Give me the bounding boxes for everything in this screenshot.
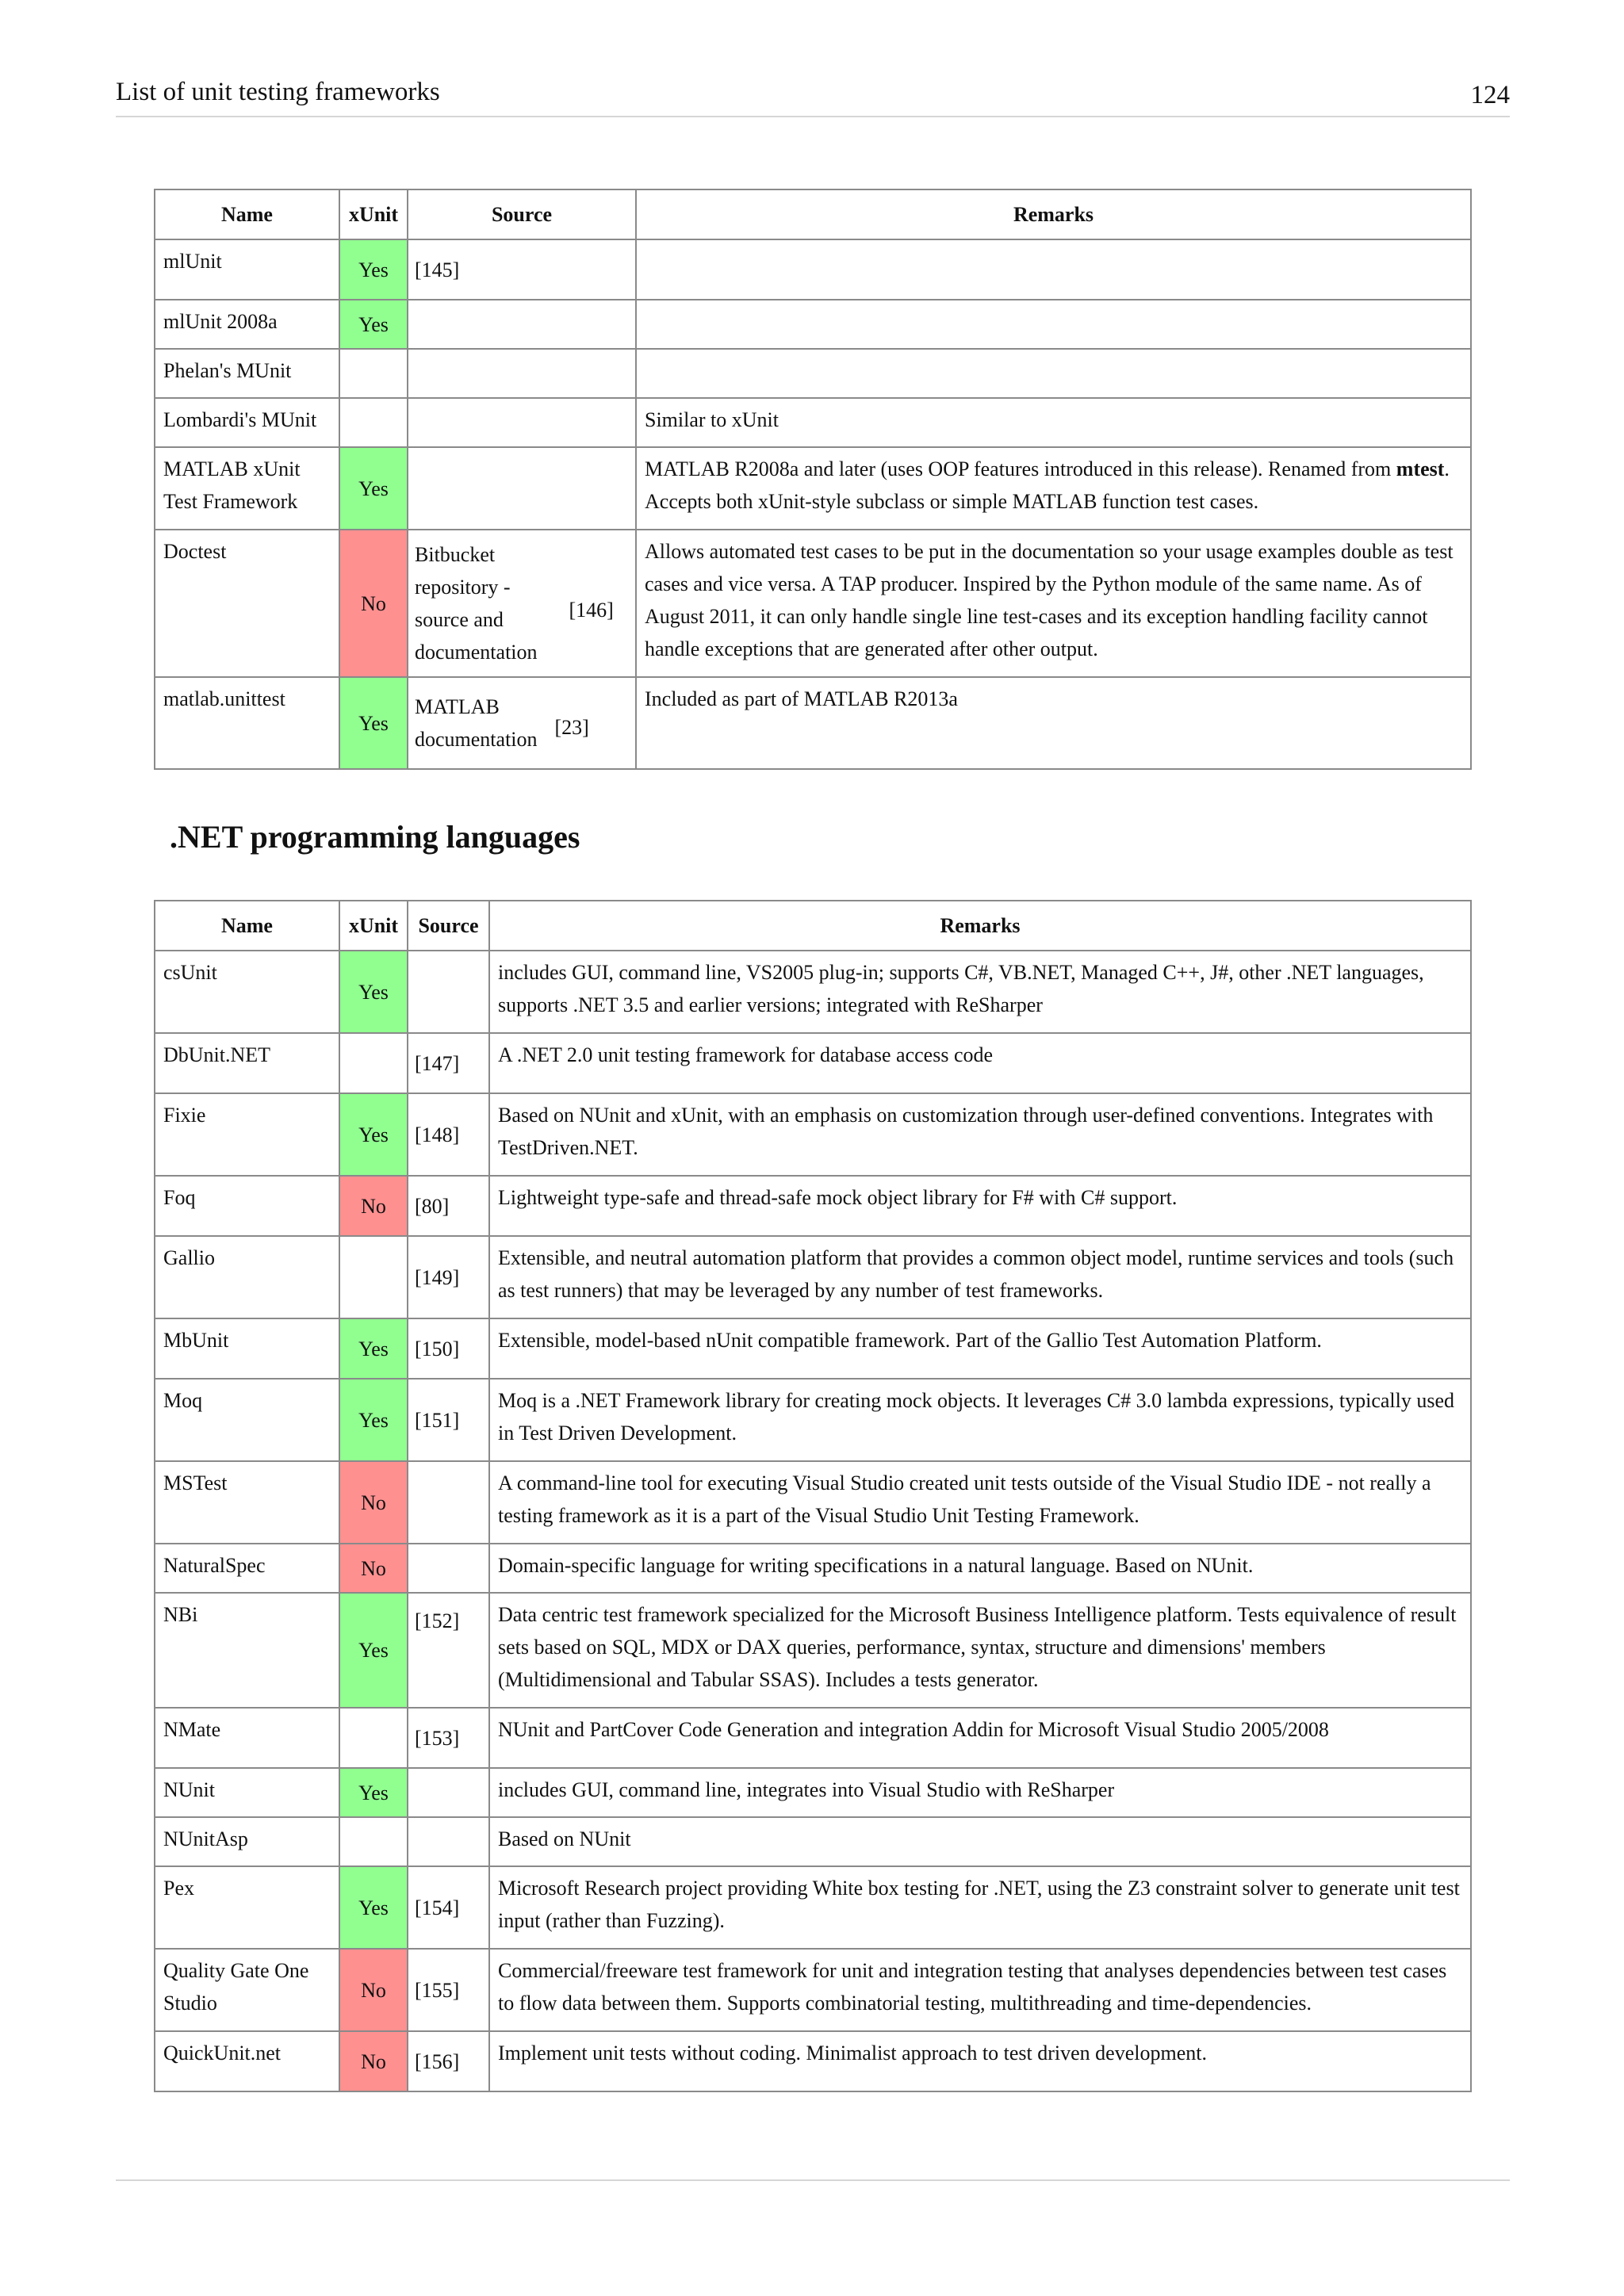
table-row <box>155 1949 1471 2031</box>
column-header-remarks: Remarks <box>489 901 1471 951</box>
citation-link[interactable] <box>408 1544 489 1593</box>
xunit-status: Yes <box>339 1768 408 1817</box>
remarks-bold-term: mtest <box>1396 457 1445 480</box>
remarks-cell: Implement unit tests without coding. Minimalist approach to test driven development. <box>489 2031 1471 2091</box>
source-cell <box>408 447 636 530</box>
citation-link[interactable]: [151] <box>408 1379 489 1461</box>
framework-name: MbUnit <box>155 1318 339 1379</box>
remarks-cell <box>636 239 1471 300</box>
table-header-row <box>155 901 1471 951</box>
framework-name: NaturalSpec <box>155 1544 339 1593</box>
citation-link[interactable]: [23] <box>554 716 589 739</box>
framework-name: QuickUnit.net <box>155 2031 339 2091</box>
table-row <box>155 677 1471 769</box>
framework-name: Doctest <box>155 530 339 677</box>
citation-link[interactable]: [156] <box>408 2031 489 2091</box>
remarks-cell: Extensible, and neutral automation platform that provides a common object model, runtime services and tools (such as test runners) that may be leveraged by any number of test frameworks. <box>489 1236 1471 1318</box>
table-row <box>155 1817 1471 1866</box>
remarks-cell: A command-line tool for executing Visual Studio created unit tests outside of the Visual Studio IDE - not really a testing framework as it is a part of the Visual Studio Unit Testing Framework. <box>489 1461 1471 1544</box>
xunit-status: Yes <box>339 951 408 1033</box>
remarks-cell: Lightweight type-safe and thread-safe mock object library for F# with C# support. <box>489 1176 1471 1236</box>
framework-name: DbUnit.NET <box>155 1033 339 1093</box>
framework-name: csUnit <box>155 951 339 1033</box>
remarks-cell <box>636 349 1471 398</box>
remarks-cell: Moq is a .NET Framework library for creating mock objects. It leverages C# 3.0 lambda expressions, typically used in Test Driven Development. <box>489 1379 1471 1461</box>
citation-link[interactable] <box>408 951 489 1033</box>
table-row <box>155 530 1471 677</box>
table-header-row <box>155 189 1471 239</box>
page-footer-rule <box>116 2179 1510 2181</box>
column-header-source: Source <box>408 901 489 951</box>
framework-name: Quality Gate One Studio <box>155 1949 339 2031</box>
xunit-status: Yes <box>339 300 408 349</box>
remarks-cell: includes GUI, command line, integrates into Visual Studio with ReSharper <box>489 1768 1471 1817</box>
citation-link[interactable]: [145] <box>415 258 460 281</box>
xunit-status: Yes <box>339 1379 408 1461</box>
remarks-cell: Domain-specific language for writing specifications in a natural language. Based on NUnit. <box>489 1544 1471 1593</box>
remarks-cell: Similar to xUnit <box>636 398 1471 447</box>
source-link[interactable]: Bitbucket repository - source and documentation <box>415 543 538 664</box>
xunit-status: No <box>339 1461 408 1544</box>
remarks-cell <box>636 447 1471 530</box>
xunit-status <box>339 1817 408 1866</box>
citation-link[interactable]: [153] <box>408 1708 489 1768</box>
page-header <box>116 76 1510 117</box>
xunit-status: No <box>339 530 408 677</box>
xunit-status: No <box>339 1949 408 2031</box>
remarks-cell: NUnit and PartCover Code Generation and integration Addin for Microsoft Visual Studio 2005/2008 <box>489 1708 1471 1768</box>
remarks-cell: Included as part of MATLAB R2013a <box>636 677 1471 769</box>
xunit-status: Yes <box>339 1593 408 1708</box>
xunit-status <box>339 1033 408 1093</box>
xunit-status: No <box>339 1176 408 1236</box>
xunit-status: Yes <box>339 447 408 530</box>
remarks-cell: A .NET 2.0 unit testing framework for database access code <box>489 1033 1471 1093</box>
framework-name: Moq <box>155 1379 339 1461</box>
citation-link[interactable] <box>408 1461 489 1544</box>
citation-link[interactable]: [146] <box>569 599 614 622</box>
table-row <box>155 1544 1471 1593</box>
source-cell <box>408 300 636 349</box>
citation-link[interactable]: [152] <box>408 1593 489 1708</box>
table-row <box>155 1708 1471 1768</box>
table-row <box>155 349 1471 398</box>
table-row <box>155 2031 1471 2091</box>
column-header-source: Source <box>408 189 636 239</box>
framework-name: NMate <box>155 1708 339 1768</box>
matlab-frameworks-table <box>154 189 1472 770</box>
table-row <box>155 1866 1471 1949</box>
framework-name: NUnit <box>155 1768 339 1817</box>
table-row <box>155 1461 1471 1544</box>
source-link[interactable]: MATLAB documentation <box>415 695 538 751</box>
xunit-status <box>339 1236 408 1318</box>
table-row <box>155 300 1471 349</box>
xunit-status <box>339 398 408 447</box>
xunit-status: No <box>339 2031 408 2091</box>
xunit-status <box>339 1708 408 1768</box>
table-row <box>155 1593 1471 1708</box>
framework-name: Lombardi's MUnit <box>155 398 339 447</box>
citation-link[interactable]: [149] <box>408 1236 489 1318</box>
table-row <box>155 951 1471 1033</box>
table-row <box>155 1768 1471 1817</box>
table-row <box>155 239 1471 300</box>
remarks-cell: Based on NUnit <box>489 1817 1471 1866</box>
table-row <box>155 1379 1471 1461</box>
column-header-name: Name <box>155 189 339 239</box>
remarks-cell: Data centric test framework specialized for the Microsoft Business Intelligence platform. Tests equivalence of result sets based on SQL, MDX or DAX queries, performance, syntax, structure and dimensions' members (Multidimensional and Tabular SSAS). Includes a tests generator. <box>489 1593 1471 1708</box>
framework-name: mlUnit <box>155 239 339 300</box>
framework-name: mlUnit 2008a <box>155 300 339 349</box>
column-header-name: Name <box>155 901 339 951</box>
framework-name: Phelan's MUnit <box>155 349 339 398</box>
table-row <box>155 1033 1471 1093</box>
table-row <box>155 447 1471 530</box>
xunit-status: Yes <box>339 1866 408 1949</box>
remarks-cell <box>636 300 1471 349</box>
table-row <box>155 1176 1471 1236</box>
framework-name: NUnitAsp <box>155 1817 339 1866</box>
remarks-cell: Microsoft Research project providing White box testing for .NET, using the Z3 constraint solver to generate unit test input (rather than Fuzzing). <box>489 1866 1471 1949</box>
dotnet-frameworks-table <box>154 900 1472 2092</box>
source-cell <box>408 398 636 447</box>
framework-name: matlab.unittest <box>155 677 339 769</box>
remarks-text: . Accepts both xUnit-style subclass or simple MATLAB function test cases. <box>645 457 1450 513</box>
source-cell <box>408 349 636 398</box>
xunit-status: Yes <box>339 1318 408 1379</box>
table-row <box>155 398 1471 447</box>
column-header-remarks: Remarks <box>636 189 1471 239</box>
framework-name: Foq <box>155 1176 339 1236</box>
citation-link[interactable]: [154] <box>408 1866 489 1949</box>
framework-name: Pex <box>155 1866 339 1949</box>
framework-name: NBi <box>155 1593 339 1708</box>
page-title: List of unit testing frameworks <box>116 78 440 106</box>
framework-name: Fixie <box>155 1093 339 1176</box>
section-heading: .NET programming languages <box>170 819 580 855</box>
xunit-status: No <box>339 1544 408 1593</box>
citation-link[interactable]: [80] <box>408 1176 489 1236</box>
remarks-cell: Allows automated test cases to be put in the documentation so your usage examples double as test cases and vice versa. A TAP producer. Inspired by the Python module of the same name. As of August 2011, it can only handle single line test-cases and its exception handling facility cannot handle exceptions that are generated after other output. <box>636 530 1471 677</box>
table-row <box>155 1318 1471 1379</box>
remarks-cell: Based on NUnit and xUnit, with an emphasis on customization through user-defined conventions. Integrates with TestDriven.NET. <box>489 1093 1471 1176</box>
remarks-text: MATLAB R2008a and later (uses OOP features introduced in this release). Renamed from <box>645 457 1396 480</box>
column-header-xunit: xUnit <box>339 189 408 239</box>
remarks-cell: includes GUI, command line, VS2005 plug-in; supports C#, VB.NET, Managed C++, J#, other .NET languages, supports .NET 3.5 and earlier versions; integrated with ReSharper <box>489 951 1471 1033</box>
xunit-status: Yes <box>339 1093 408 1176</box>
xunit-status: Yes <box>339 677 408 769</box>
framework-name: MATLAB xUnit Test Framework <box>155 447 339 530</box>
table-row <box>155 1093 1471 1176</box>
page-number: 124 <box>1470 81 1510 109</box>
citation-link[interactable]: [150] <box>408 1318 489 1379</box>
column-header-xunit: xUnit <box>339 901 408 951</box>
framework-name: MSTest <box>155 1461 339 1544</box>
citation-link[interactable] <box>408 1768 489 1817</box>
framework-name: Gallio <box>155 1236 339 1318</box>
citation-link[interactable]: [148] <box>408 1093 489 1176</box>
source-cell <box>408 239 636 300</box>
source-cell <box>408 530 636 677</box>
xunit-status: Yes <box>339 239 408 300</box>
citation-link[interactable]: [155] <box>408 1949 489 2031</box>
table-row <box>155 1236 1471 1318</box>
remarks-cell: Extensible, model-based nUnit compatible framework. Part of the Gallio Test Automation Platform. <box>489 1318 1471 1379</box>
remarks-cell: Commercial/freeware test framework for unit and integration testing that analyses dependencies between test cases to flow data between them. Supports combinatorial testing, multithreading and time-dependencies. <box>489 1949 1471 2031</box>
citation-link[interactable]: [147] <box>408 1033 489 1093</box>
source-cell <box>408 677 636 769</box>
xunit-status <box>339 349 408 398</box>
citation-link[interactable] <box>408 1817 489 1866</box>
